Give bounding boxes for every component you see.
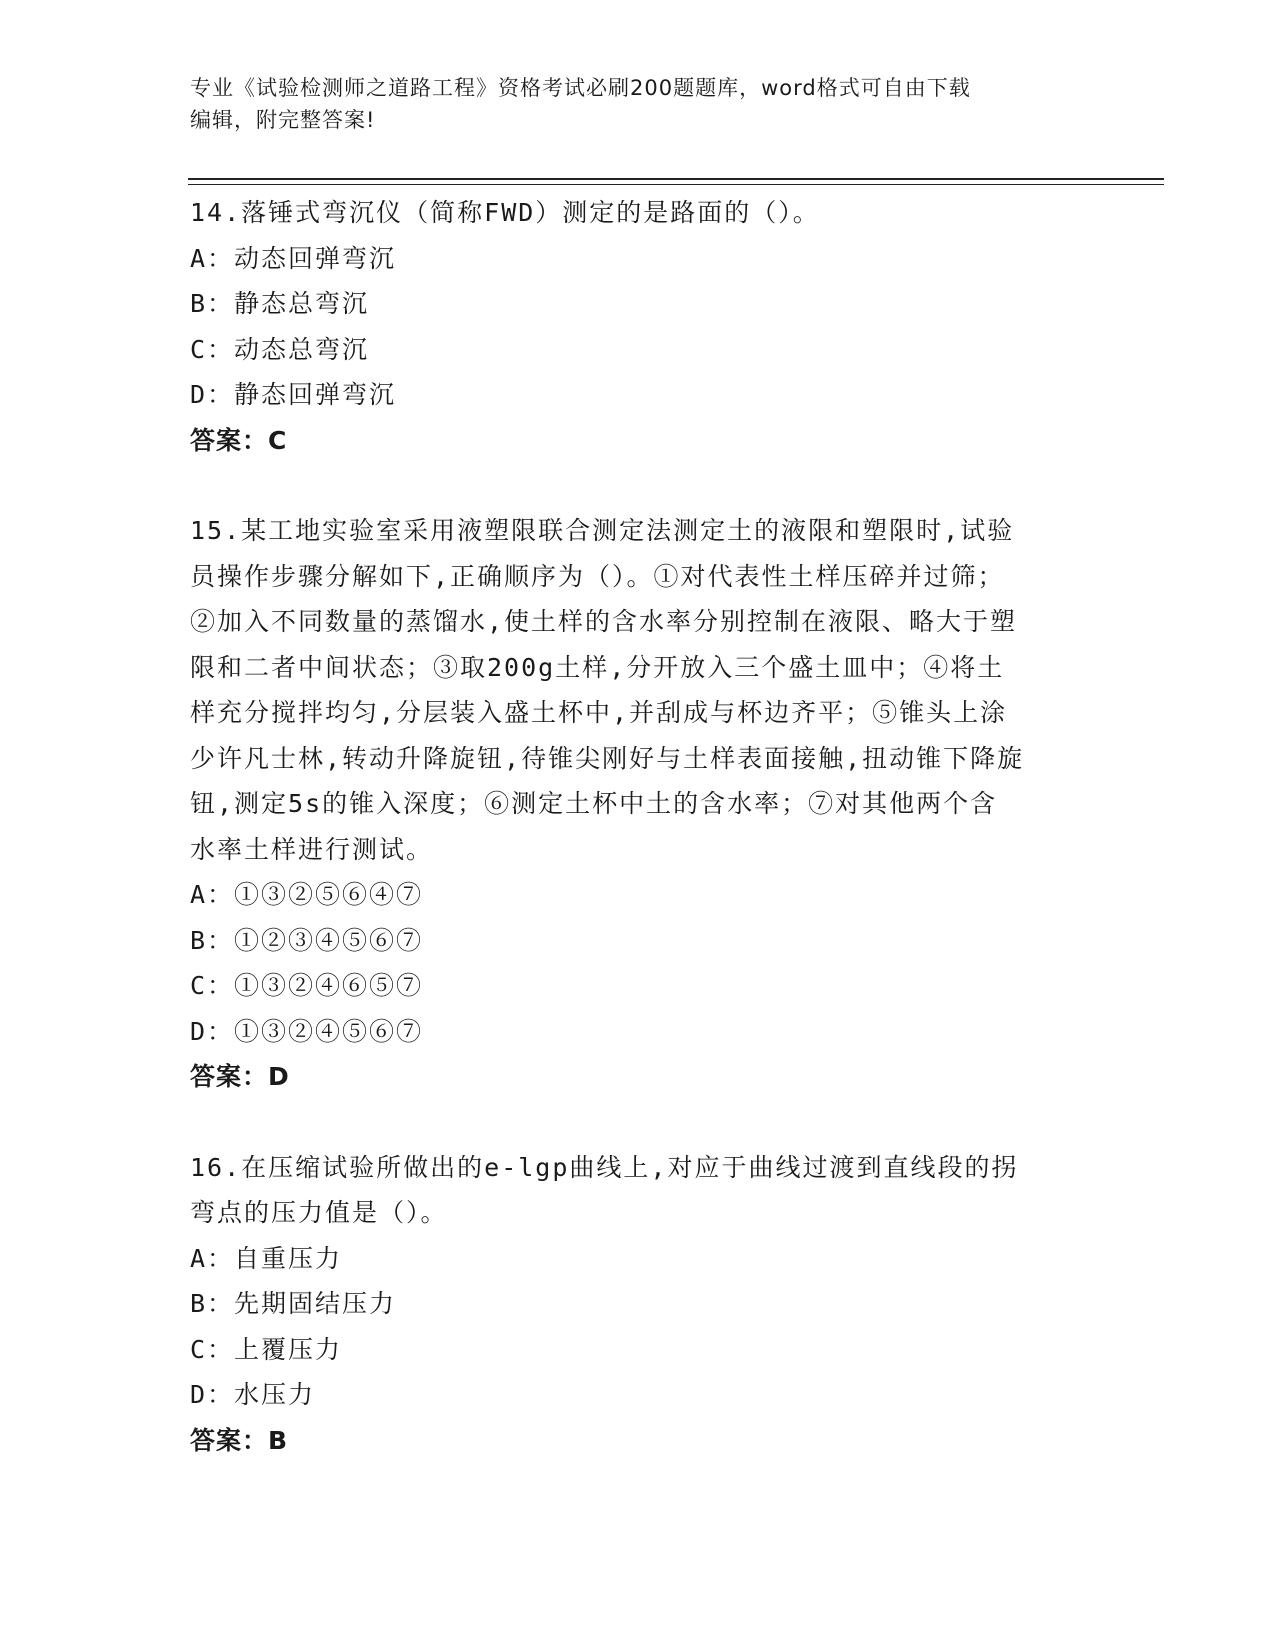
option-d: D：①③②④⑤⑥⑦ xyxy=(190,1016,424,1046)
option-a: A：动态回弹弯沉 xyxy=(190,243,397,273)
option-a: A：自重压力 xyxy=(190,1243,343,1273)
question-text-line: 水率土样进行测试。 xyxy=(190,834,434,864)
answer: 答案：D xyxy=(190,1062,290,1091)
option-c: C：上覆压力 xyxy=(190,1334,343,1364)
option-b: B：静态总弯沉 xyxy=(190,289,370,318)
option-d: D：水压力 xyxy=(190,1380,316,1409)
question-list xyxy=(190,190,1090,1463)
option-c: C：动态总弯沉 xyxy=(190,334,370,364)
header-divider-thick xyxy=(188,178,1164,180)
question-text-line: 员操作步骤分解如下,正确顺序为（）。①对代表性土样压碎并过筛； xyxy=(190,561,1005,591)
answer: 答案：B xyxy=(190,1425,289,1455)
spacer xyxy=(190,463,1090,508)
question-text-line: ②加入不同数量的蒸馏水,使土样的含水率分别控制在液限、略大于塑 xyxy=(190,607,1018,636)
spacer xyxy=(190,1100,1090,1145)
question-text-line: 限和二者中间状态；③取200g土样,分开放入三个盛土皿中；④将土 xyxy=(190,652,1005,682)
question-15 xyxy=(190,508,1090,1100)
option-c: C：①③②④⑥⑤⑦ xyxy=(190,971,424,1000)
question-text: 14.落锤式弯沉仪（简称FWD）测定的是路面的（）。 xyxy=(190,198,820,227)
option-b: B：①②③④⑤⑥⑦ xyxy=(190,925,424,955)
answer: 答案：C xyxy=(190,425,288,455)
option-d: D：静态回弹弯沉 xyxy=(190,380,397,409)
option-a: A：①③②⑤⑥④⑦ xyxy=(190,880,424,909)
question-14 xyxy=(190,190,1090,463)
question-text-line: 钮,测定5s的锥入深度；⑥测定土杯中土的含水率；⑦对其他两个含 xyxy=(190,789,998,818)
question-text-line: 样充分搅拌均匀,分层装入盛土杯中,并刮成与杯边齐平；⑤锥头上涂 xyxy=(190,698,1008,727)
question-text-line: 15.某工地实验室采用液塑限联合测定法测定土的液限和塑限时,试验 xyxy=(190,516,1015,545)
question-text-line: 16.在压缩试验所做出的e-lgp曲线上,对应于曲线过渡到直线段的拐 xyxy=(190,1152,1019,1182)
document-header xyxy=(190,72,1090,136)
header-line-1: 专业《试验检测师之道路工程》资格考试必刷200题题库，word格式可自由下载 xyxy=(190,76,971,100)
question-16 xyxy=(190,1145,1090,1464)
question-text-line: 少许凡士林,转动升降旋钮,待锥尖刚好与土样表面接触,扭动锥下降旋 xyxy=(190,743,1025,773)
header-line-2: 编辑，附完整答案! xyxy=(190,108,376,132)
question-text-line: 弯点的压力值是（）。 xyxy=(190,1198,448,1227)
header-divider-thin xyxy=(188,184,1164,185)
option-b: B：先期固结压力 xyxy=(190,1289,397,1318)
